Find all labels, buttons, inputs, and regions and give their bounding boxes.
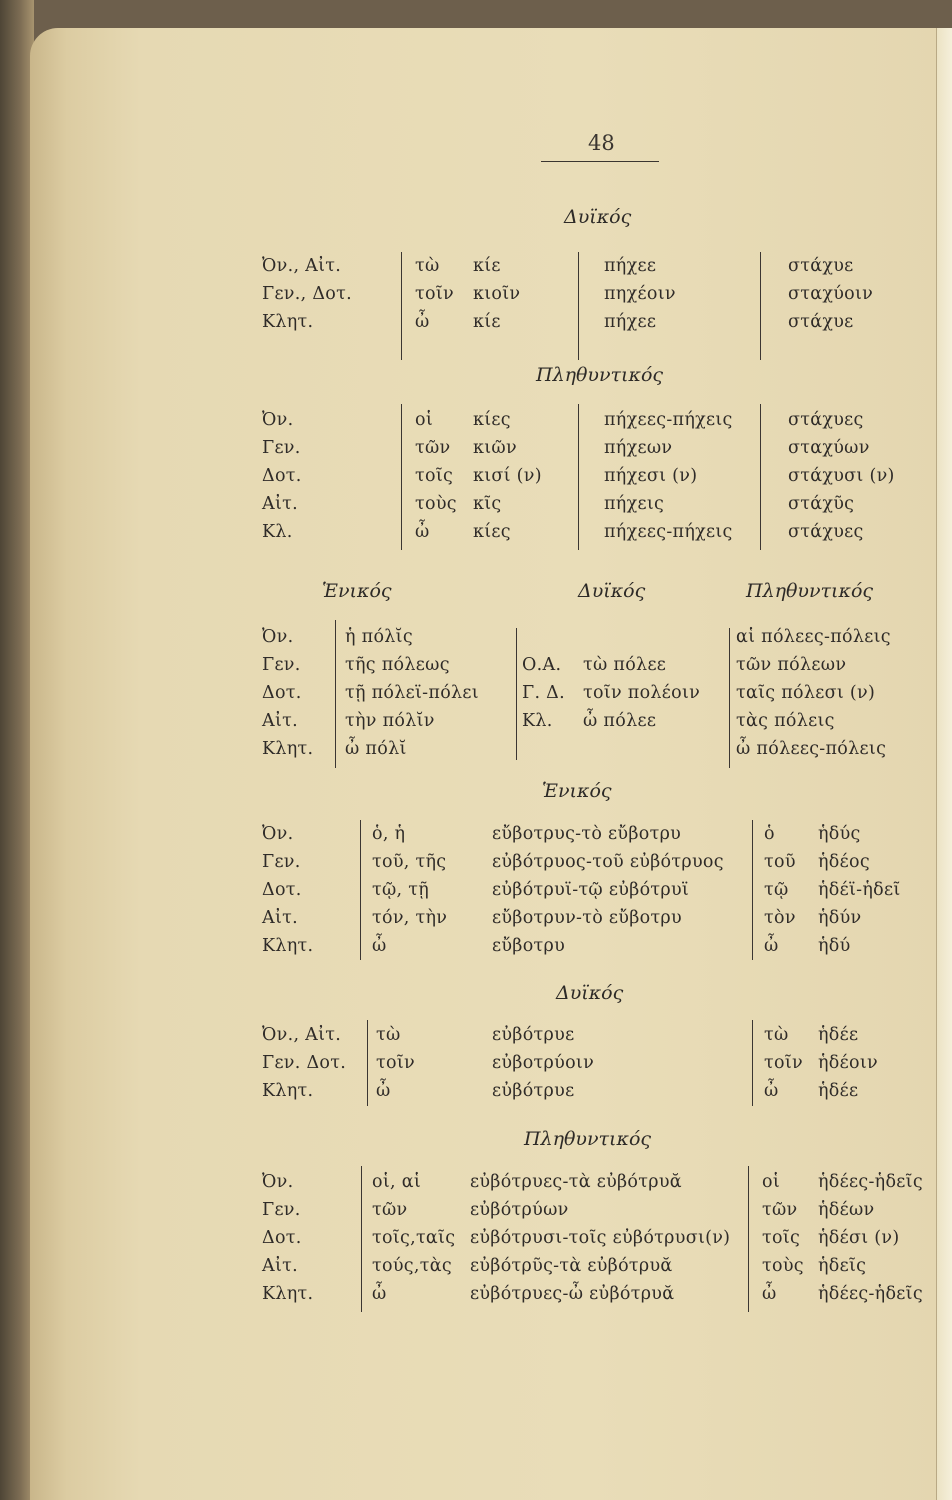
plural-form: αἱ πόλεες-πόλεις — [736, 627, 891, 647]
article: ὦ — [372, 1284, 387, 1304]
form-hedys: ἡδέες-ἡδεῖς — [818, 1284, 923, 1304]
form-hedys: ἡδέσι (ν) — [818, 1228, 900, 1248]
article: τοῖν — [376, 1053, 415, 1073]
column-divider — [516, 628, 517, 760]
case-label: Δοτ. — [262, 466, 302, 486]
article: τῶν — [372, 1200, 408, 1220]
singular-form: τὴν πόλῐν — [345, 711, 435, 731]
singular-form: τῆς πόλεως — [345, 655, 450, 675]
form-pechys: πήχεων — [604, 438, 673, 458]
section-heading-dual: Δυϊκός — [564, 206, 632, 228]
article: τοῦ — [764, 852, 796, 872]
dual-case-label: Ο.Α. — [522, 655, 562, 675]
form-kis: κῖς — [473, 494, 502, 514]
case-label: Κλ. — [262, 522, 293, 542]
article: τοῖς,ταῖς — [372, 1228, 456, 1248]
case-label: Ὀν. — [262, 824, 294, 844]
article: τὼ — [415, 256, 440, 276]
form-eubotrys: εὐβοτρύοιν — [492, 1053, 595, 1073]
form-hedys: ἡδέε — [818, 1081, 859, 1101]
article: τῶν — [415, 438, 451, 458]
dual-case-label: Κλ. — [522, 711, 553, 731]
article: τῷ, τῇ — [372, 880, 430, 900]
form-hedys: ἡδέοιν — [818, 1053, 878, 1073]
article: τοῦ, τῆς — [372, 852, 447, 872]
article: τοὺς — [415, 494, 457, 514]
plural-form: ὦ πόλεες-πόλεις — [736, 739, 887, 759]
section-heading-singular: Ἑνικός — [542, 780, 612, 802]
section-heading-plural: Πληθυντικός — [536, 364, 664, 386]
case-label: Ὀν. — [262, 410, 294, 430]
plural-form: τὰς πόλεις — [736, 711, 835, 731]
article: ὦ — [764, 1081, 779, 1101]
article: ὁ, ἡ — [372, 824, 406, 844]
case-label: Κλητ. — [262, 739, 314, 759]
dual-form: τοῖν πολέοιν — [583, 683, 701, 703]
case-label: Κλητ. — [262, 312, 314, 332]
column-divider — [760, 404, 761, 550]
article: τοῖν — [415, 284, 454, 304]
case-label: Γεν. — [262, 655, 301, 675]
article: ὦ — [415, 312, 430, 332]
article: ὦ — [762, 1284, 777, 1304]
case-label: Δοτ. — [262, 880, 302, 900]
dual-form: τὼ πόλεε — [583, 655, 667, 675]
article: τοῖν — [764, 1053, 803, 1073]
form-hedys: ἡδέϊ-ἡδεῖ — [818, 880, 901, 900]
page-number: 48 — [588, 131, 615, 155]
article: τοὺς — [762, 1256, 804, 1276]
column-divider — [335, 620, 336, 768]
form-eubotrys: εὐβότρυες-τὰ εὐβότρυᾰ — [470, 1172, 682, 1192]
form-pechys: πήχεες-πήχεις — [604, 522, 733, 542]
form-stachys: στάχυε — [788, 256, 854, 276]
form-pechys: πήχεες-πήχεις — [604, 410, 733, 430]
article: ὁ — [764, 824, 775, 844]
form-hedys: ἡδέε — [818, 1025, 859, 1045]
plural-form: ταῖς πόλεσι (ν) — [736, 683, 876, 703]
form-kis: κιῶν — [473, 438, 517, 458]
heading-dual: Δυϊκός — [578, 580, 646, 602]
column-divider — [748, 1166, 749, 1312]
form-stachys: στάχυες — [788, 522, 864, 542]
form-stachys: στάχῦς — [788, 494, 855, 514]
singular-form: ἡ πόλῐς — [345, 627, 413, 647]
book-page — [30, 28, 952, 1500]
article: τὸν — [764, 908, 796, 928]
case-label: Δοτ. — [262, 683, 302, 703]
form-stachys: στάχυσι (ν) — [788, 466, 895, 486]
case-label: Ὀν. — [262, 1172, 294, 1192]
article: οἱ — [762, 1172, 780, 1192]
form-eubotrys: εὐβότρυε — [492, 1081, 575, 1101]
article: ὦ — [372, 936, 387, 956]
article: ὦ — [376, 1081, 391, 1101]
form-eubotrys: εὐβότρυϊ-τῷ εὐβότρυϊ — [492, 880, 690, 900]
form-pechys: πήχεσι (ν) — [604, 466, 698, 486]
form-hedys: ἡδύν — [818, 908, 862, 928]
case-label: Αἰτ. — [262, 1256, 298, 1276]
plural-form: τῶν πόλεων — [736, 655, 847, 675]
article: οἱ, αἱ — [372, 1172, 422, 1192]
form-stachys: σταχύοιν — [788, 284, 874, 304]
form-hedys: ἡδέων — [818, 1200, 875, 1220]
article: οἱ — [415, 410, 433, 430]
article: ὦ — [415, 522, 430, 542]
case-label: Ὀν. — [262, 627, 294, 647]
form-hedys: ἡδέες-ἡδεῖς — [818, 1172, 923, 1192]
section-heading-dual-2: Δυϊκός — [556, 982, 624, 1004]
column-divider — [367, 1020, 368, 1106]
form-stachys: στάχυες — [788, 410, 864, 430]
article: ὦ — [764, 936, 779, 956]
form-kis: κιοῖν — [473, 284, 521, 304]
column-divider — [729, 628, 730, 768]
case-label: Γεν., Δοτ. — [262, 284, 352, 304]
book-spine-shadow — [0, 0, 34, 1500]
next-page-edge — [936, 28, 952, 1500]
article: τὼ — [764, 1025, 789, 1045]
article: τοῖς — [762, 1228, 801, 1248]
form-eubotrys: εὔβοτρυς-τὸ εὔβοτρυ — [492, 824, 682, 844]
case-label: Κλητ. — [262, 936, 314, 956]
form-hedys: ἡδύς — [818, 824, 861, 844]
form-hedys: ἡδύ — [818, 936, 851, 956]
column-divider — [401, 252, 402, 360]
case-label: Δοτ. — [262, 1228, 302, 1248]
singular-form: τῇ πόλεϊ-πόλει — [345, 683, 479, 703]
case-label: Γεν. — [262, 852, 301, 872]
form-pechys: πηχέοιν — [604, 284, 676, 304]
form-eubotrys: εὐβότρυε — [492, 1025, 575, 1045]
article: τῷ — [764, 880, 789, 900]
form-stachys: σταχύων — [788, 438, 870, 458]
form-kis: κίες — [473, 522, 511, 542]
form-kis: κίε — [473, 312, 501, 332]
form-eubotrys: εὐβότρυες-ὦ εὐβότρυᾰ — [470, 1284, 675, 1304]
case-label: Κλητ. — [262, 1081, 314, 1101]
column-divider — [361, 1166, 362, 1312]
dual-case-label: Γ. Δ. — [522, 683, 565, 703]
case-label: Αἰτ. — [262, 908, 298, 928]
case-label: Γεν. — [262, 1200, 301, 1220]
form-eubotrys: εὐβότρυος-τοῦ εὐβότρυος — [492, 852, 724, 872]
column-divider — [760, 252, 761, 360]
column-divider — [360, 820, 361, 960]
case-label: Κλητ. — [262, 1284, 314, 1304]
form-pechys: πήχεις — [604, 494, 665, 514]
section-heading-plural-2: Πληθυντικός — [524, 1128, 652, 1150]
form-eubotrys: εὐβότρῦς-τὰ εὐβότρυᾰ — [470, 1256, 673, 1276]
column-divider — [752, 1020, 753, 1106]
column-divider — [578, 252, 579, 360]
article: τόν, τὴν — [372, 908, 448, 928]
case-label: Αἰτ. — [262, 494, 298, 514]
case-label: Ὀν., Αἰτ. — [262, 256, 342, 276]
article: τὼ — [376, 1025, 401, 1045]
dual-form: ὦ πόλεε — [583, 711, 657, 731]
heading-plural: Πληθυντικός — [746, 580, 874, 602]
form-kis: κισί (ν) — [473, 466, 542, 486]
article: τοῖς — [415, 466, 454, 486]
article: τῶν — [762, 1200, 798, 1220]
column-divider — [401, 404, 402, 550]
form-pechys: πήχεε — [604, 256, 657, 276]
form-stachys: στάχυε — [788, 312, 854, 332]
heading-singular: Ἑνικός — [322, 580, 392, 602]
form-kis: κίε — [473, 256, 501, 276]
case-label: Ὀν., Αἰτ. — [262, 1025, 342, 1045]
form-hedys: ἡδεῖς — [818, 1256, 867, 1276]
case-label: Αἰτ. — [262, 711, 298, 731]
form-eubotrys: εὐβότρύων — [470, 1200, 569, 1220]
column-divider — [578, 404, 579, 550]
form-pechys: πήχεε — [604, 312, 657, 332]
form-kis: κίες — [473, 410, 511, 430]
page-number-rule — [541, 161, 659, 162]
case-label: Γεν. Δοτ. — [262, 1053, 347, 1073]
form-eubotrys: εὐβότρυσι-τοῖς εὐβότρυσι(ν) — [470, 1228, 731, 1248]
form-hedys: ἡδέος — [818, 852, 870, 872]
singular-form: ὦ πόλῐ — [345, 739, 407, 759]
column-divider — [752, 820, 753, 960]
article: τούς,τὰς — [372, 1256, 452, 1276]
form-eubotrys: εὔβοτρυν-τὸ εὔβοτρυ — [492, 908, 682, 928]
form-eubotrys: εὔβοτρυ — [492, 936, 566, 956]
case-label: Γεν. — [262, 438, 301, 458]
